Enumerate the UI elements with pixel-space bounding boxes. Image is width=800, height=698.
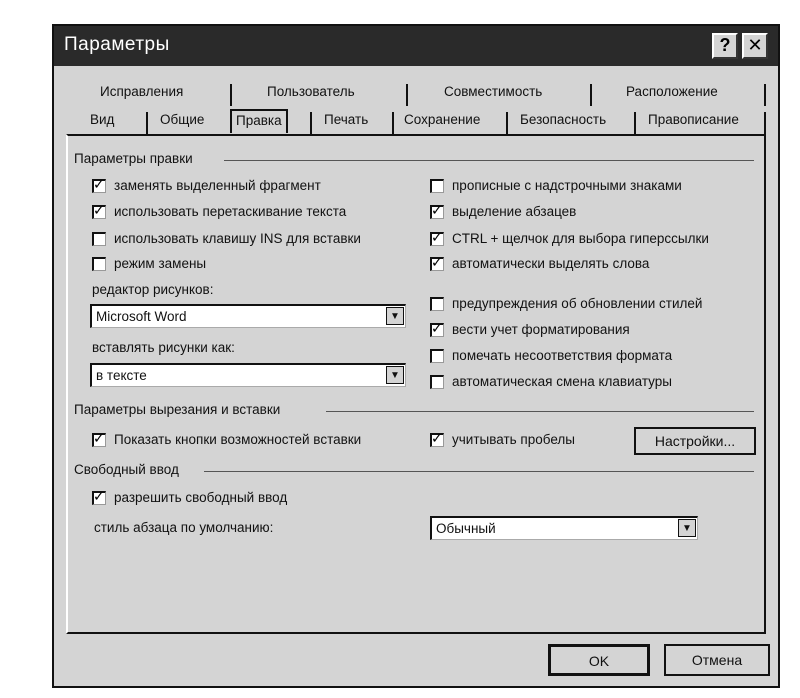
default-style-label: стиль абзаца по умолчанию: [94,520,274,535]
group-title-edit: Параметры правки [74,151,193,166]
checkbox-label: использовать перетаскивание текста [114,204,347,219]
checkbox-label: выделение абзацев [452,204,577,219]
checkbox-label: разрешить свободный ввод [114,490,288,505]
tab-row-back [54,84,778,106]
chevron-down-icon[interactable]: ▼ [386,307,404,325]
checkbox-ctrl-click-hyperlink[interactable] [430,231,709,246]
insert-pictures-label: вставлять рисунки как: [92,340,235,355]
checkbox-label: учитывать пробелы [452,432,575,447]
group-title-click-and-type: Свободный ввод [74,462,179,477]
checkbox-smart-spaces[interactable] [430,432,575,447]
checkbox-box [92,433,106,447]
checkbox-replace-selection[interactable] [92,178,321,193]
checkbox-box [430,433,444,447]
chevron-down-icon[interactable]: ▼ [386,366,404,384]
checkbox-small-caps[interactable] [430,178,682,193]
tab-separator [310,112,312,134]
tab-spelling[interactable]: Правописание [648,112,739,127]
close-button[interactable]: ✕ [742,33,768,59]
tab-location[interactable]: Расположение [626,84,718,99]
tab-general[interactable]: Общие [160,112,205,127]
checkbox-label: Показать кнопки возможностей вставки [114,432,362,447]
insert-pictures-value: в тексте [96,368,147,383]
default-style-select[interactable] [430,516,698,540]
tab-separator [146,112,148,134]
checkbox-mark-format-inconsistencies[interactable] [430,348,672,363]
tab-user[interactable]: Пользователь [267,84,355,99]
group-title-cut-paste: Параметры вырезания и вставки [74,402,281,417]
checkbox-box [92,491,106,505]
checkbox-label: автоматически выделять слова [452,256,650,271]
tab-row-front [54,112,778,134]
tab-separator [764,112,766,134]
checkbox-label: заменять выделенный фрагмент [114,178,321,193]
tab-separator [634,112,636,134]
tab-save[interactable]: Сохранение [404,112,481,127]
checkbox-enable-click-and-type[interactable] [92,490,287,505]
tab-separator [764,84,766,106]
tab-view[interactable]: Вид [90,112,115,127]
picture-editor-label: редактор рисунков: [92,282,214,297]
window-title: Параметры [64,34,170,55]
title-bar [54,26,778,66]
checkbox-box [430,323,444,337]
checkbox-box [92,205,106,219]
checkbox-box [430,179,444,193]
checkbox-box [430,349,444,363]
checkbox-auto-select-words[interactable] [430,256,649,271]
checkbox-overtype-mode[interactable] [92,256,206,271]
checkbox-drag-and-drop[interactable] [92,204,346,219]
tab-separator [406,84,408,106]
group-divider [326,411,754,412]
help-button[interactable]: ? [712,33,738,59]
checkbox-ins-key-paste[interactable] [92,231,361,246]
tab-separator [230,84,232,106]
checkbox-label: помечать несоответствия формата [452,348,673,363]
checkbox-box [430,375,444,389]
checkbox-box [430,205,444,219]
checkbox-show-paste-options[interactable] [92,432,361,447]
checkbox-box [430,232,444,246]
checkbox-track-formatting[interactable] [430,322,630,337]
tab-compatibility[interactable]: Совместимость [444,84,543,99]
group-divider [204,471,754,472]
group-divider [224,160,754,161]
tab-separator [392,112,394,134]
checkbox-box [92,179,106,193]
checkbox-label: прописные с надстрочными знаками [452,178,682,193]
insert-pictures-select[interactable] [90,363,406,387]
checkbox-box [430,257,444,271]
checkbox-box [92,232,106,246]
ok-button[interactable]: OK [548,644,650,676]
tab-corrections[interactable]: Исправления [100,84,184,99]
checkbox-select-paragraphs[interactable] [430,204,576,219]
default-style-value: Обычный [436,521,496,536]
cancel-button[interactable]: Отмена [664,644,770,676]
checkbox-label: CTRL + щелчок для выбора гиперссылки [452,231,709,246]
picture-editor-select[interactable] [90,304,406,328]
checkbox-label: автоматическая смена клавиатуры [452,374,672,389]
checkbox-box [430,297,444,311]
checkbox-style-update-warning[interactable] [430,296,702,311]
settings-button[interactable]: Настройки... [634,427,756,455]
picture-editor-value: Microsoft Word [96,309,187,324]
checkbox-label: использовать клавишу INS для вставки [114,231,361,246]
checkbox-label: вести учет форматирования [452,322,630,337]
options-dialog [52,24,780,688]
tab-edit[interactable]: Правка [230,109,288,133]
chevron-down-icon[interactable]: ▼ [678,519,696,537]
tab-separator [506,112,508,134]
tab-print[interactable]: Печать [324,112,369,127]
tab-security[interactable]: Безопасность [520,112,607,127]
checkbox-label: режим замены [114,256,207,271]
checkbox-box [92,257,106,271]
tab-separator [590,84,592,106]
checkbox-label: предупреждения об обновлении стилей [452,296,703,311]
checkbox-auto-keyboard-switch[interactable] [430,374,672,389]
